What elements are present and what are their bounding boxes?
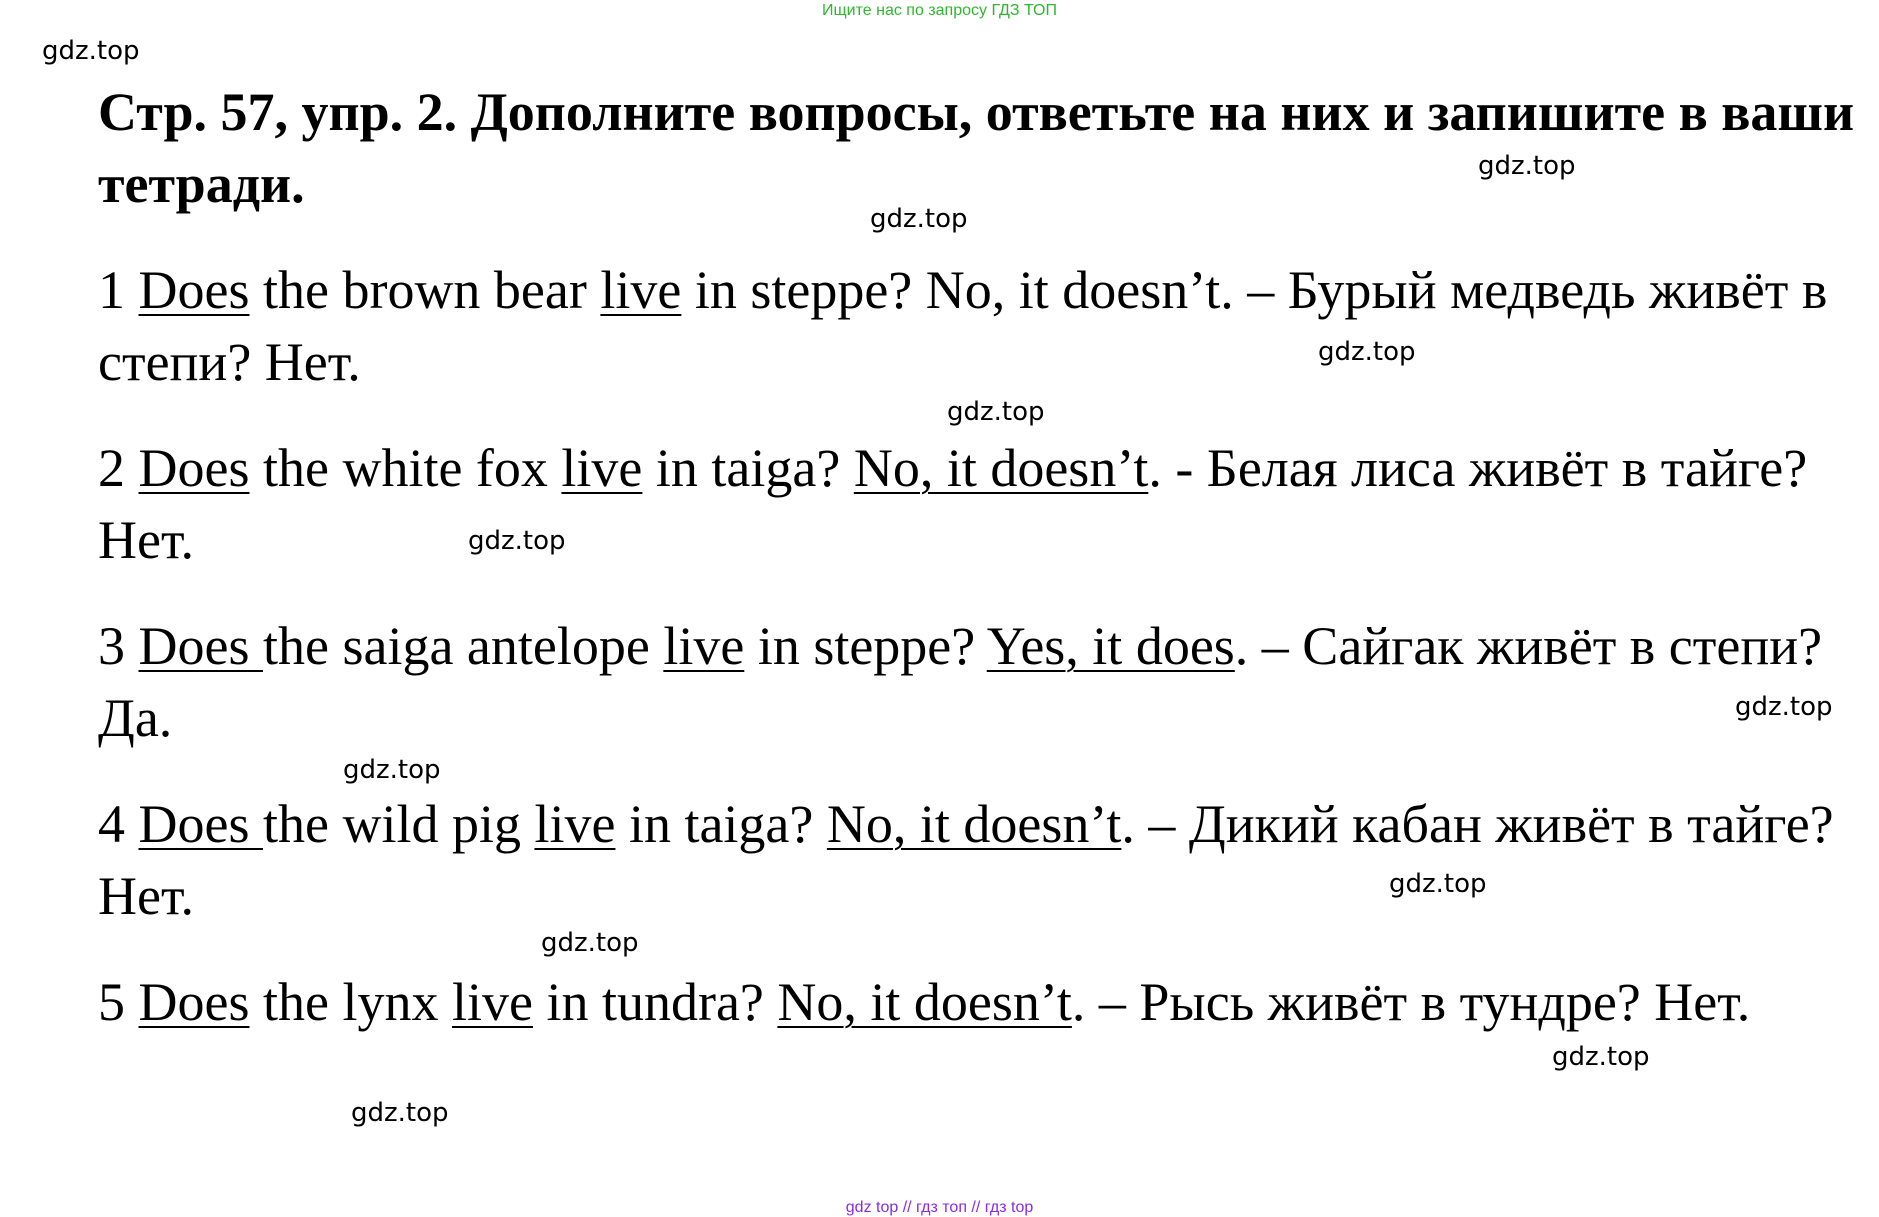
- watermark: gdz.top: [541, 928, 639, 958]
- item-text: . – Сайгак живёт в степи? Да.: [98, 616, 1823, 748]
- underlined-live: live: [534, 794, 616, 854]
- underlined-answer: Yes, it does: [986, 616, 1235, 676]
- watermark: gdz.top: [1735, 692, 1833, 722]
- underlined-does: Does: [138, 794, 263, 854]
- watermark: gdz.top: [1552, 1042, 1650, 1072]
- watermark: gdz.top: [1389, 869, 1487, 899]
- item-text: the wild pig: [262, 794, 535, 854]
- item-text: the lynx: [249, 972, 452, 1032]
- underlined-live: live: [451, 972, 533, 1032]
- underlined-live: live: [561, 438, 643, 498]
- item-text: in taiga?: [615, 794, 827, 854]
- item-number: 4: [98, 794, 125, 854]
- exercise-item-2: [98, 432, 1838, 576]
- underlined-answer: No, it doesn’t: [826, 794, 1122, 854]
- watermark: gdz.top: [343, 755, 441, 785]
- top-banner: Ищите нас по запросу ГДЗ ТОП: [822, 2, 1057, 19]
- underlined-does: Does: [138, 438, 250, 498]
- exercise-item-4: [98, 788, 1838, 932]
- item-text: the saiga antelope: [262, 616, 664, 676]
- exercise-item-3: [98, 610, 1838, 754]
- underlined-does: Does: [138, 616, 263, 676]
- item-number: 1: [98, 260, 125, 320]
- item-text: . – Дикий кабан живёт в тайге? Нет.: [98, 794, 1834, 926]
- watermark: gdz.top: [468, 526, 566, 556]
- watermark: gdz.top: [870, 204, 968, 234]
- watermark: gdz.top: [1478, 151, 1576, 181]
- underlined-does: Does: [138, 260, 250, 320]
- item-number: 2: [98, 438, 125, 498]
- exercise-heading: Стр. 57, упр. 2. Дополните вопросы, ответьте на них и запишите в ваши тетради.: [98, 82, 1855, 214]
- exercise-item-5: [98, 966, 1838, 1038]
- underlined-live: live: [600, 260, 682, 320]
- underlined-answer: No, it doesn’t: [853, 438, 1149, 498]
- item-text: the brown bear: [249, 260, 601, 320]
- item-number: 3: [98, 616, 125, 676]
- watermark: gdz.top: [351, 1098, 449, 1128]
- watermark: gdz.top: [947, 397, 1045, 427]
- item-number: 5: [98, 972, 125, 1032]
- item-text: in taiga?: [642, 438, 854, 498]
- exercise-item-1: [98, 254, 1838, 398]
- item-text: . – Рысь живёт в тундре? Нет.: [1071, 972, 1751, 1032]
- underlined-answer: No, it doesn’t: [777, 972, 1072, 1032]
- item-text: . - Белая лиса живёт в тайге? Нет.: [98, 438, 1808, 570]
- item-text: the white fox: [249, 438, 562, 498]
- watermark: gdz.top: [42, 36, 140, 66]
- item-text: in tundra?: [532, 972, 778, 1032]
- underlined-does: Does: [138, 972, 250, 1032]
- watermark: gdz.top: [1318, 337, 1416, 367]
- bottom-banner: gdz top // гдз топ // гдз top: [845, 1199, 1034, 1216]
- item-text: in steppe? No, it doesn’t. – Бурый медведь живёт в степи? Нет.: [98, 260, 1828, 392]
- underlined-live: live: [663, 616, 745, 676]
- item-text: in steppe?: [744, 616, 987, 676]
